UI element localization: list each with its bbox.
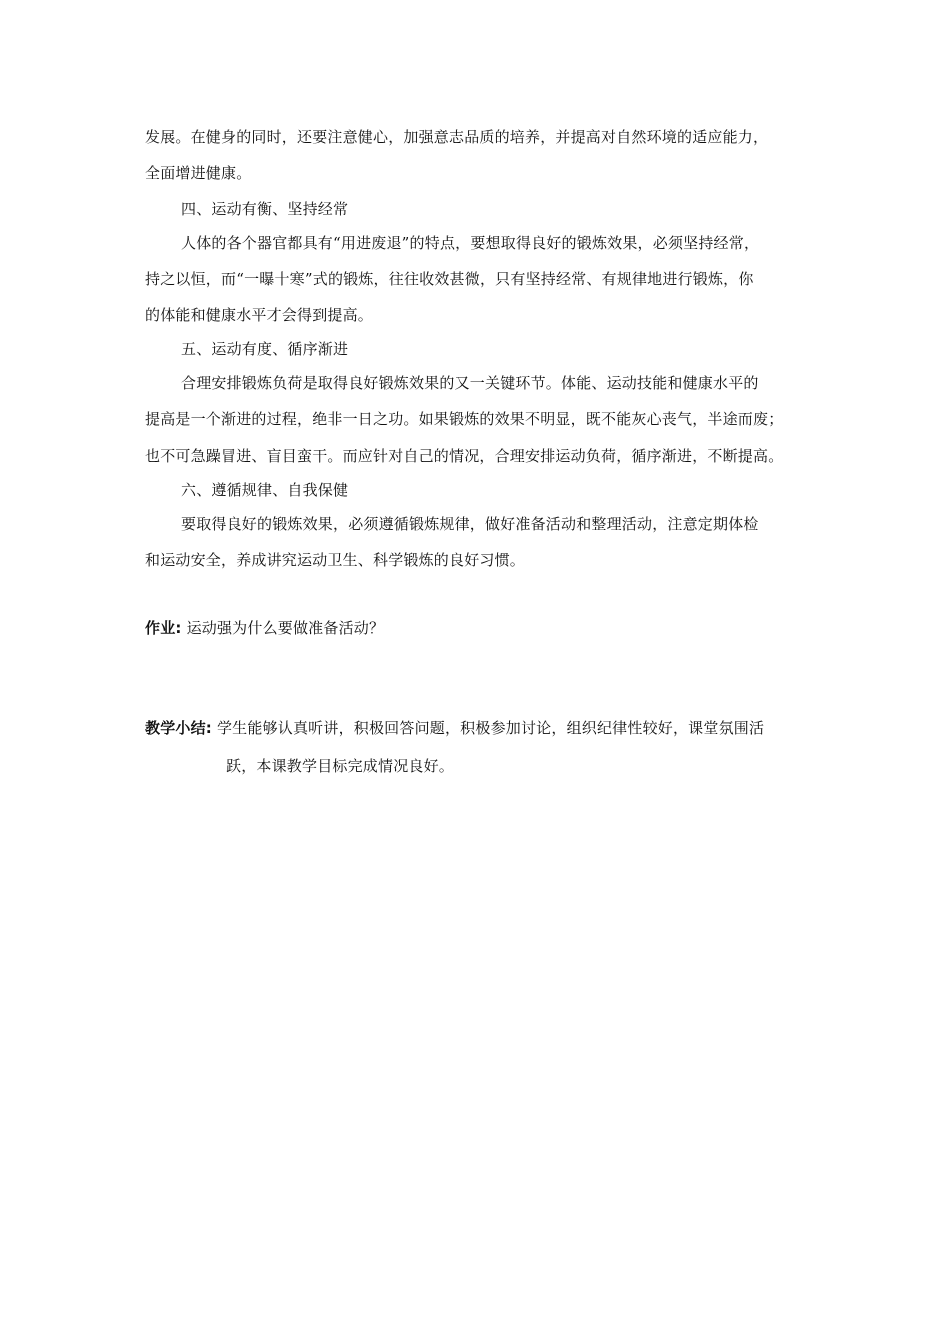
paragraph-line: 也不可急躁冒进、盲目蛮干。而应针对自己的情况，合理安排运动负荷，循序渐进，不断提高。 [145,447,784,465]
homework-text: 运动强为什么要做准备活动？ [186,619,385,637]
section-heading: 六、遵循规律、自我保健 [181,481,349,499]
section-heading: 四、运动有衡、坚持经常 [181,200,349,218]
paragraph-line: 人体的各个器官都具有“用进废退”的特点，要想取得良好的锻炼效果，必须坚持经常， [181,234,760,252]
paragraph-line: 全面增进健康。 [145,164,252,182]
summary-text-line-2: 跃，本课教学目标完成情况良好。 [226,757,455,775]
summary-label: 教学小结: [145,719,212,737]
homework-block [145,618,384,638]
paragraph-line: 合理安排锻炼负荷是取得良好锻炼效果的又一关键环节。体能、运动技能和健康水平的 [181,374,759,392]
paragraph-line: 提高是一个渐进的过程，绝非一日之功。如果锻炼的效果不明显，既不能灰心丧气，半途而废； [145,410,784,428]
paragraph-line: 发展。在健身的同时，还要注意健心，加强意志品质的培养，并提高对自然环境的适应能力， [145,128,769,146]
summary-text-line-1: 学生能够认真听讲，积极回答问题，积极参加讨论，组织纪律性较好，课堂氛围活 [216,719,765,737]
homework-label: 作业: [145,619,182,637]
summary-block [145,718,764,738]
paragraph-line: 和运动安全，养成讲究运动卫生、科学锻炼的良好习惯。 [145,551,526,569]
section-heading: 五、运动有度、循序渐进 [181,340,349,358]
paragraph-line: 的体能和健康水平才会得到提高。 [145,306,374,324]
paragraph-line: 要取得良好的锻炼效果，必须遵循锻炼规律，做好准备活动和整理活动，注意定期体检 [181,515,759,533]
paragraph-line: 持之以恒，而“一曝十寒”式的锻炼，往往收效甚微，只有坚持经常、有规律地进行锻炼，你 [145,270,754,288]
